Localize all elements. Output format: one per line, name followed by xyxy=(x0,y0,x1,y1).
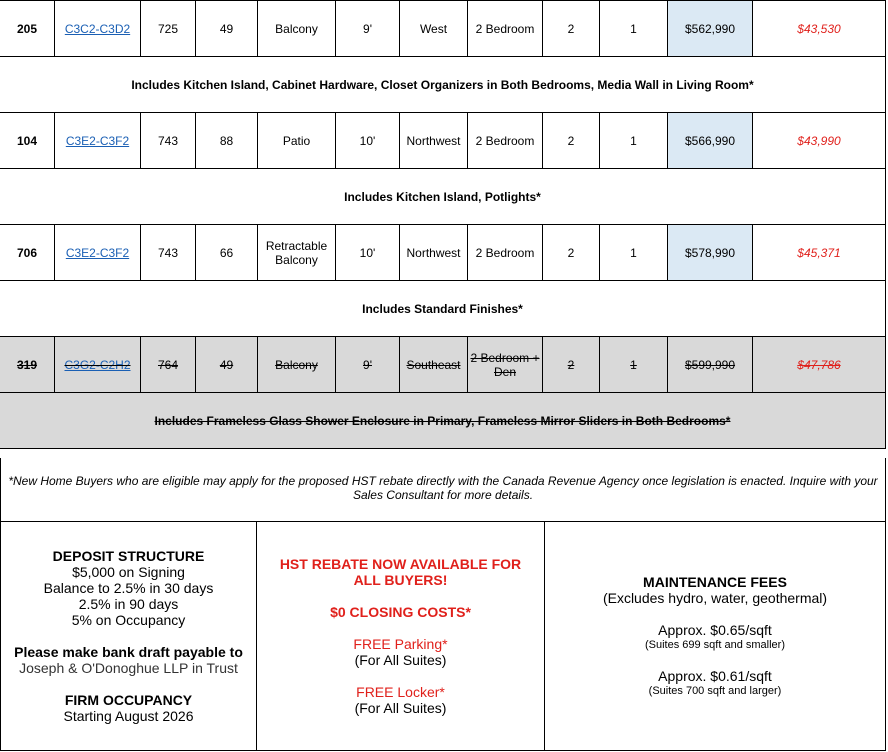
floor-plan-link[interactable]: C3C2-C3D2 xyxy=(64,21,131,36)
price-cell: $599,990 xyxy=(668,337,753,393)
price-cell: $578,990 xyxy=(668,225,753,281)
unit-row xyxy=(0,225,886,281)
suite-type-cell: 2 Bedroom xyxy=(468,225,543,281)
unit-number-cell: 706 xyxy=(0,225,55,281)
occupancy-date: Starting August 2026 xyxy=(63,708,194,724)
suite-type-cell: 2 Bedroom + Den xyxy=(468,337,543,393)
parking-count-cell: 1 xyxy=(600,113,668,169)
hst-note: *New Home Buyers who are eligible may apply for the proposed HST rebate directly with the Canada Revenue Agency once legislation is enacted. Inquire with your Sales Consultant for more details. xyxy=(0,458,886,522)
bathrooms-cell: 2 xyxy=(543,1,600,57)
floor-plan-link[interactable]: C3G2-C2H2 xyxy=(64,357,131,372)
floor-plan-link[interactable]: C3E2-C3F2 xyxy=(65,133,130,148)
exposure-cell: Northwest xyxy=(400,225,468,281)
deposit-line: Balance to 2.5% in 30 days xyxy=(43,580,214,596)
closing-costs: $0 CLOSING COSTS* xyxy=(330,604,471,620)
floor-plan-link-cell xyxy=(55,225,141,281)
interior-sqft-cell: 743 xyxy=(141,113,196,169)
floor-plan-link[interactable]: C3E2-C3F2 xyxy=(65,245,130,260)
floor-plan-link-cell xyxy=(55,337,141,393)
outdoor-sqft-cell: 49 xyxy=(196,1,258,57)
maintenance-rate-large: Approx. $0.61/sqft xyxy=(658,668,772,684)
deposit-line: 2.5% in 90 days xyxy=(78,596,179,612)
outdoor-sqft-cell: 49 xyxy=(196,337,258,393)
discount-cell: $43,530 xyxy=(753,1,886,57)
ceiling-height-cell: 10' xyxy=(336,113,400,169)
unit-number-cell: 319 xyxy=(0,337,55,393)
outdoor-sqft-cell: 66 xyxy=(196,225,258,281)
parking-count-cell: 1 xyxy=(600,225,668,281)
free-parking: FREE Parking* xyxy=(353,636,448,652)
maintenance-rate-large-note: (Suites 700 sqft and larger) xyxy=(648,685,782,697)
interior-sqft-cell: 725 xyxy=(141,1,196,57)
deposit-section xyxy=(1,522,257,750)
exposure-cell: Northwest xyxy=(400,113,468,169)
free-locker-note: (For All Suites) xyxy=(354,700,447,716)
ceiling-height-cell: 9' xyxy=(336,337,400,393)
exposure-cell: West xyxy=(400,1,468,57)
maintenance-section xyxy=(545,522,885,750)
maintenance-rate-small-note: (Suites 699 sqft and smaller) xyxy=(644,639,785,651)
payable-title: Please make bank draft payable to xyxy=(14,644,243,660)
free-locker: FREE Locker* xyxy=(356,684,445,700)
includes-text: Includes Kitchen Island, Potlights* xyxy=(0,169,886,225)
free-parking-note: (For All Suites) xyxy=(354,652,447,668)
suite-type-cell: 2 Bedroom xyxy=(468,1,543,57)
maintenance-excludes: (Excludes hydro, water, geothermal) xyxy=(602,590,828,606)
includes-row xyxy=(0,57,886,113)
discount-cell: $43,990 xyxy=(753,113,886,169)
unit-number-cell: 205 xyxy=(0,1,55,57)
suite-type-cell: 2 Bedroom xyxy=(468,113,543,169)
unit-number-cell: 104 xyxy=(0,113,55,169)
maintenance-title: MAINTENANCE FEES xyxy=(643,574,787,590)
includes-text: Includes Kitchen Island, Cabinet Hardware, Closet Organizers in Both Bedrooms, Media Wall in Living Room* xyxy=(0,57,886,113)
maintenance-rate-small: Approx. $0.65/sqft xyxy=(658,622,772,638)
floor-plan-link-cell xyxy=(55,113,141,169)
ceiling-height-cell: 9' xyxy=(336,1,400,57)
price-cell: $566,990 xyxy=(668,113,753,169)
price-cell: $562,990 xyxy=(668,1,753,57)
outdoor-sqft-cell: 88 xyxy=(196,113,258,169)
deposit-line: 5% on Occupancy xyxy=(71,612,186,628)
discount-cell: $45,371 xyxy=(753,225,886,281)
bathrooms-cell: 2 xyxy=(543,225,600,281)
promo-section xyxy=(257,522,545,750)
occupancy-title: FIRM OCCUPANCY xyxy=(64,692,193,708)
payable-to: Joseph & O'Donoghue LLP in Trust xyxy=(19,660,238,676)
includes-row xyxy=(0,281,886,337)
includes-text: Includes Frameless Glass Shower Enclosure in Primary, Frameless Mirror Sliders in Both Bedrooms* xyxy=(0,393,886,449)
unit-row xyxy=(0,1,886,57)
interior-sqft-cell: 764 xyxy=(141,337,196,393)
unit-row xyxy=(0,113,886,169)
outdoor-type-cell: Patio xyxy=(258,113,336,169)
unit-row xyxy=(0,337,886,393)
info-panel xyxy=(0,521,886,751)
hst-rebate-banner: HST REBATE NOW AVAILABLE FOR ALL BUYERS! xyxy=(279,556,522,588)
includes-text: Includes Standard Finishes* xyxy=(0,281,886,337)
bathrooms-cell: 2 xyxy=(543,337,600,393)
includes-row xyxy=(0,393,886,449)
includes-row xyxy=(0,169,886,225)
ceiling-height-cell: 10' xyxy=(336,225,400,281)
interior-sqft-cell: 743 xyxy=(141,225,196,281)
outdoor-type-cell: Balcony xyxy=(258,337,336,393)
floor-plan-link-cell xyxy=(55,1,141,57)
deposit-title: DEPOSIT STRUCTURE xyxy=(52,548,205,564)
bathrooms-cell: 2 xyxy=(543,113,600,169)
deposit-line: $5,000 on Signing xyxy=(72,564,185,580)
exposure-cell: Southeast xyxy=(400,337,468,393)
parking-count-cell: 1 xyxy=(600,337,668,393)
parking-count-cell: 1 xyxy=(600,1,668,57)
outdoor-type-cell: Retractable Balcony xyxy=(258,225,336,281)
discount-cell: $47,786 xyxy=(753,337,886,393)
outdoor-type-cell: Balcony xyxy=(258,1,336,57)
